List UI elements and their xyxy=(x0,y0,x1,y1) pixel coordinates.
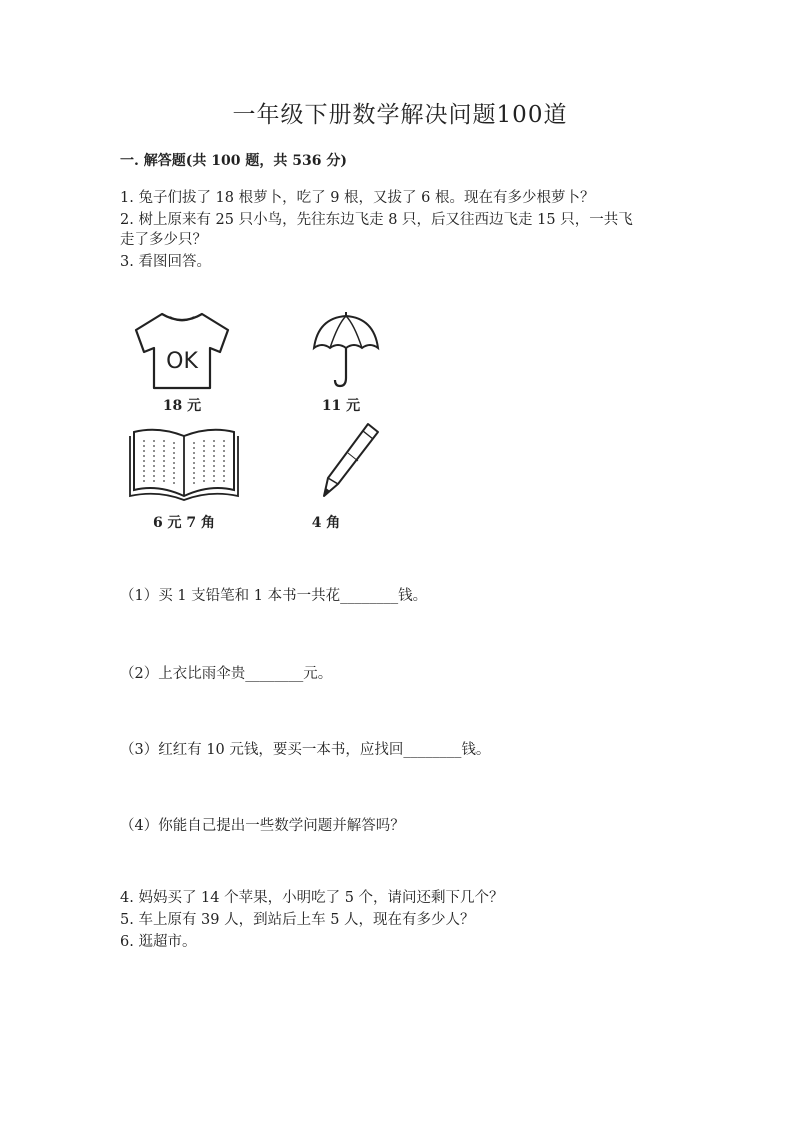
subquestion-3: （3）红红有 10 元钱，要买一本书，应找回________钱。 xyxy=(120,742,491,758)
tshirt-icon xyxy=(132,310,232,392)
question-2-line-2: 走了多少只？ xyxy=(120,232,207,248)
umbrella-icon xyxy=(310,310,382,390)
question-1: 1. 兔子们拔了 18 根萝卜，吃了 9 根，又拔了 6 根。现在有多少根萝卜？ xyxy=(120,190,595,206)
subquestion-1: （1）买 1 支铅笔和 1 本书一共花________钱。 xyxy=(120,588,428,604)
pencil-icon xyxy=(316,420,380,500)
subquestion-2: （2）上衣比雨伞贵________元。 xyxy=(120,666,333,682)
section-heading: 一. 解答题(共 100 题，共 536 分) xyxy=(120,153,347,169)
question-4: 4. 妈妈买了 14 个苹果，小明吃了 5 个，请问还剩下几个？ xyxy=(120,890,504,906)
book-price: 6 元 7 角 xyxy=(152,515,216,531)
question-2-line-1: 2. 树上原来有 25 只小鸟，先往东边飞走 8 只，后又往西边飞走 15 只，一共飞 xyxy=(120,212,633,228)
tshirt-label: OK xyxy=(166,349,198,374)
question-3: 3. 看图回答。 xyxy=(120,254,211,270)
umbrella-price: 11 元 xyxy=(321,398,361,414)
question-5: 5. 车上原有 39 人，到站后上车 5 人，现在有多少人？ xyxy=(120,912,475,928)
tshirt-price: 18 元 xyxy=(162,398,202,414)
book-icon xyxy=(128,426,240,502)
question-6: 6. 逛超市。 xyxy=(120,934,197,950)
page-title: 一年级下册数学解决问题100道 xyxy=(232,102,568,128)
subquestion-4: （4）你能自己提出一些数学问题并解答吗？ xyxy=(120,818,405,834)
pencil-price: 4 角 xyxy=(311,515,341,531)
